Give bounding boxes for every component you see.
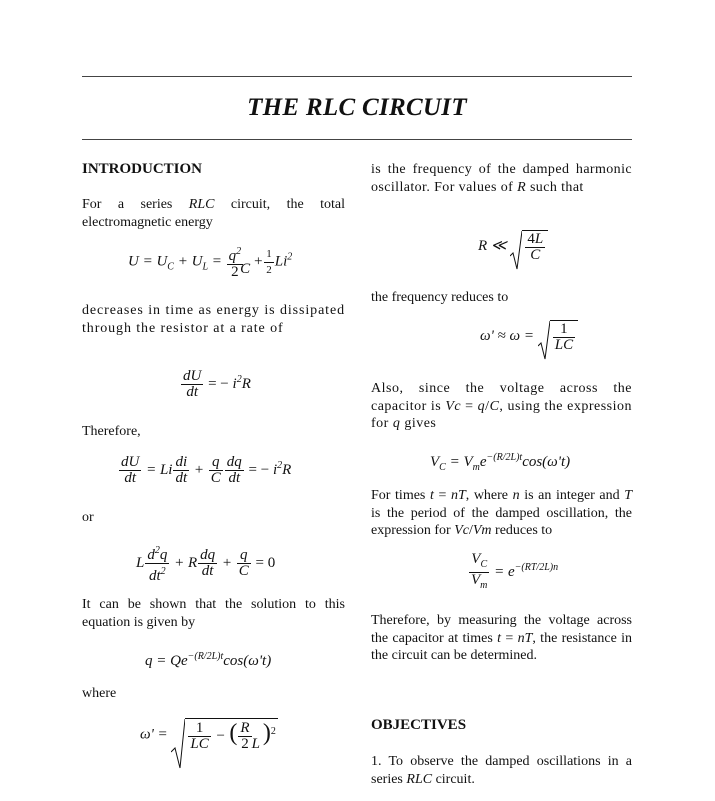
solution-equation: $q = Qe^{-(R/2L)t}\cos(\omega't)$: [145, 651, 272, 669]
title-rule: [82, 139, 632, 140]
therefore-text: Therefore,: [82, 424, 141, 439]
objective-1: 1. To observe the damped oscillations in a series RLC circuit.: [371, 754, 632, 787]
rate-equation: $\frac{dU}{dt}$ = − $i^2R$: [183, 368, 251, 400]
intro-paragraph: For a series RLC circuit, the total electromagnetic energy: [82, 197, 345, 230]
ode-equation: L $\frac{d^2q}{dt^2}$ + R $\frac{dq}{dt}$ + $\frac{q}{C}$ = 0: [136, 545, 276, 584]
solution-paragraph: It can be shown that the solution to this equation is given by: [82, 597, 345, 630]
or-text: or: [82, 510, 94, 525]
where-text: where: [82, 686, 117, 701]
measuring-paragraph: Therefore, by measuring the voltage across the capacitor at times t = nT, the resistance in the circuit can be determined.: [371, 613, 633, 663]
page-title: THE RLC CIRCUIT: [247, 94, 467, 121]
frequency-paragraph: is the frequency of the damped harmonic oscillator. For values of R such that: [371, 162, 632, 195]
therefore-equation: $\frac{dU}{dt}$ = Li $\frac{di}{dt}$ + $\frac{q}{C}$ $\frac{dq}{dt}$ = − $i^2R$: [121, 454, 292, 486]
omega-equation: ω' ≈ ω = $\frac{1}{LC}$: [480, 320, 578, 353]
condition-equation: R ≪ $\frac{4L}{C}$: [478, 230, 548, 263]
introduction-heading: INTRODUCTION: [82, 161, 203, 177]
also-paragraph: Also, since the voltage across the capacitor is Vc = q/C, using the expression for q gives: [371, 381, 632, 431]
ratio-equation: $\frac{V_C}{V_m}$ = $e^{-(RT/2L)n}$: [471, 551, 559, 591]
energy-equation: $U = U_C + U_L$ = $\frac{q^2}{2}$ C + $\frac{1}{2}$ Li$^2$: [128, 246, 293, 280]
top-rule: [82, 76, 632, 77]
reduces-text: the frequency reduces to: [371, 290, 509, 305]
omega-prime-equation: ω' = $\frac{1}{LC}$ − ( $\frac{R}{2}$ L )$^2$: [140, 718, 278, 752]
objectives-heading: OBJECTIVES: [371, 717, 467, 733]
vc-equation: $V_C = V_me^{-(R/2L)t}\cos(\omega't)$: [430, 452, 571, 473]
decreases-paragraph: decreases in time as energy is dissipated through the resistor at a rate of: [82, 303, 345, 336]
times-paragraph: For times t = nT, where n is an integer and T is the period of the damped oscillation, the expression for Vc/Vm reduces to: [371, 488, 633, 538]
